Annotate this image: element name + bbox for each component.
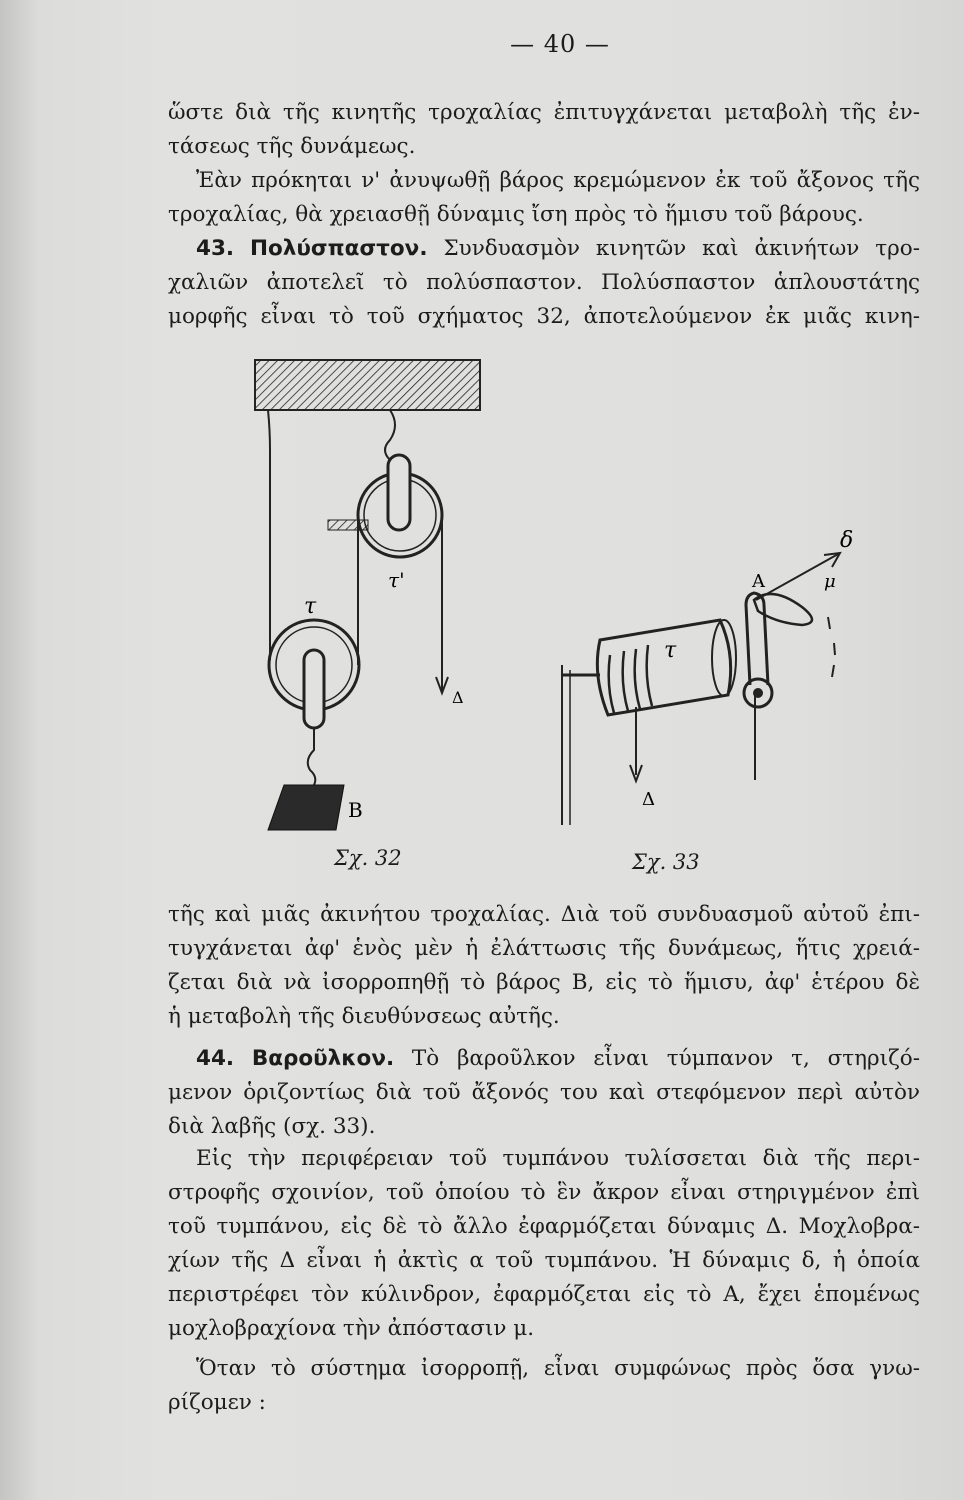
text-line: τροχαλίας, θὰ χρειασθῇ δύναμις ἴση πρὸς τὸ ἥμισυ τοῦ βάρους.	[168, 202, 864, 227]
label-handle-force: δ	[840, 528, 854, 553]
caption-figure-33: Σχ. 33	[632, 850, 700, 874]
rope-windings	[609, 645, 652, 713]
text-line: μενον ὁριζοντίως διὰ τοῦ ἄξονός του καὶ στεφόμενον περὶ αὐτὸν	[168, 1080, 920, 1105]
text-line: χαλιῶν ἀποτελεῖ τὸ πολύσπαστον. Πολύσπαστον ἁπλουστάτης	[168, 270, 920, 295]
rotation-dashes	[828, 617, 835, 677]
text-line: τοῦ τυμπάνου, εἰς δὲ τὸ ἄλλο ἐφαρμόζεται δύναμις Δ. Μοχλοβρα-	[168, 1214, 920, 1239]
section-title: Πολύσπαστον.	[250, 236, 428, 261]
text-line: Εἰς τὴν περιφέρειαν τοῦ τυμπάνου τυλίσσεται διὰ τῆς περι-	[196, 1146, 920, 1171]
ceiling-support	[255, 360, 480, 410]
section-number: 44.	[196, 1046, 235, 1071]
text-line: μορφῆς εἶναι τὸ τοῦ σχήματος 32, ἀποτελούμενον ἐκ μιᾶς κινη-	[168, 304, 920, 329]
label-drum: τ	[664, 638, 677, 663]
section-title: Βαροῦλκον.	[251, 1046, 395, 1071]
text-line: στροφῆς σχοινίον, τοῦ ὁποίου τὸ ἓν ἄκρον εἶναι στηριγμένον ἐπὶ	[168, 1180, 920, 1205]
section-number: 43.	[196, 236, 235, 261]
label-movable-pulley: τ	[304, 594, 317, 619]
text-line: τάσεως τῆς δυνάμεως.	[168, 134, 416, 159]
text-line: μοχλοβραχίονα τὴν ἀπόστασιν μ.	[168, 1316, 535, 1341]
movable-pulley-strap	[304, 650, 324, 728]
page-number: — 40 —	[510, 30, 610, 58]
drum	[597, 620, 730, 715]
label-force: Δ	[452, 688, 464, 707]
section-text: Συνδυασμὸν κινητῶν καὶ ἀκινήτων τρο-	[443, 236, 920, 261]
text-line: τυγχάνεται ἀφ' ἑνὸς μὲν ἡ ἐλάττωσις τῆς δυνάμεως, ἥτις χρειά-	[168, 936, 920, 961]
weight-block	[268, 785, 344, 830]
text-line	[168, 1042, 920, 1076]
bracket	[328, 520, 368, 530]
weight-hook	[308, 728, 316, 785]
text-line: χίων τῆς Δ εἶναι ἡ ἀκτὶς α τοῦ τυμπάνου. Ἡ δύναμις δ, ἡ ὁποία	[168, 1248, 920, 1273]
text-line: περιστρέφει τὸν κύλινδρον, ἐφαρμόζεται εἰς τὸ Α, ἔχει ἑπομένως	[168, 1282, 920, 1307]
paragraph-7	[168, 1352, 920, 1420]
section-43	[168, 232, 920, 334]
text-line: ὥστε διὰ τῆς κινητῆς τροχαλίας ἐπιτυγχάνεται μεταβολὴ τῆς ἐν-	[168, 100, 920, 125]
label-force: Δ	[642, 789, 655, 810]
axle-center	[753, 688, 763, 698]
text-line	[168, 232, 920, 266]
text-line: διὰ λαβῆς (σχ. 33).	[168, 1114, 376, 1139]
label-handle-point: Α	[752, 571, 765, 592]
text-line: ζεται διὰ νὰ ἰσορροπηθῇ τὸ βάρος Β, εἰς τὸ ἥμισυ, ἀφ' ἑτέρου δὲ	[168, 970, 920, 995]
label-fixed-pulley: τ'	[388, 568, 405, 592]
text-line: Ἐὰν πρόκηται ν' ἀνυψωθῇ βάρος κρεμώμενον ἐκ τοῦ ἄξονος τῆς	[196, 168, 920, 193]
paragraph-1	[168, 96, 920, 164]
paragraph-6	[168, 1142, 920, 1346]
rope-left	[268, 410, 270, 660]
caption-figure-32: Σχ. 32	[334, 846, 402, 870]
text-line: τῆς καὶ μιᾶς ἀκινήτου τροχαλίας. Διὰ τοῦ συνδυασμοῦ αὐτοῦ ἐπι-	[168, 902, 920, 927]
text-line: Ὅταν τὸ σύστημα ἰσορροπῇ, εἶναι συμφώνως πρὸς ὅσα γνω-	[196, 1356, 920, 1381]
fixed-pulley-hook	[385, 410, 395, 460]
text-line: ρίζομεν :	[168, 1390, 266, 1415]
paragraph-2	[168, 164, 920, 232]
text-line: ἡ μεταβολὴ τῆς διευθύνσεως αὐτῆς.	[168, 1004, 560, 1029]
figure-32-pulley-diagram	[240, 355, 500, 845]
section-44	[168, 1042, 920, 1144]
fixed-pulley-strap	[388, 455, 410, 530]
label-arm: μ	[824, 571, 836, 592]
label-weight: Β	[348, 798, 363, 822]
figure-33-windlass-diagram	[540, 525, 880, 845]
section-text: Τὸ βαροῦλκον εἶναι τύμπανον τ, στηριζό-	[411, 1046, 920, 1071]
paragraph-4	[168, 898, 920, 1034]
